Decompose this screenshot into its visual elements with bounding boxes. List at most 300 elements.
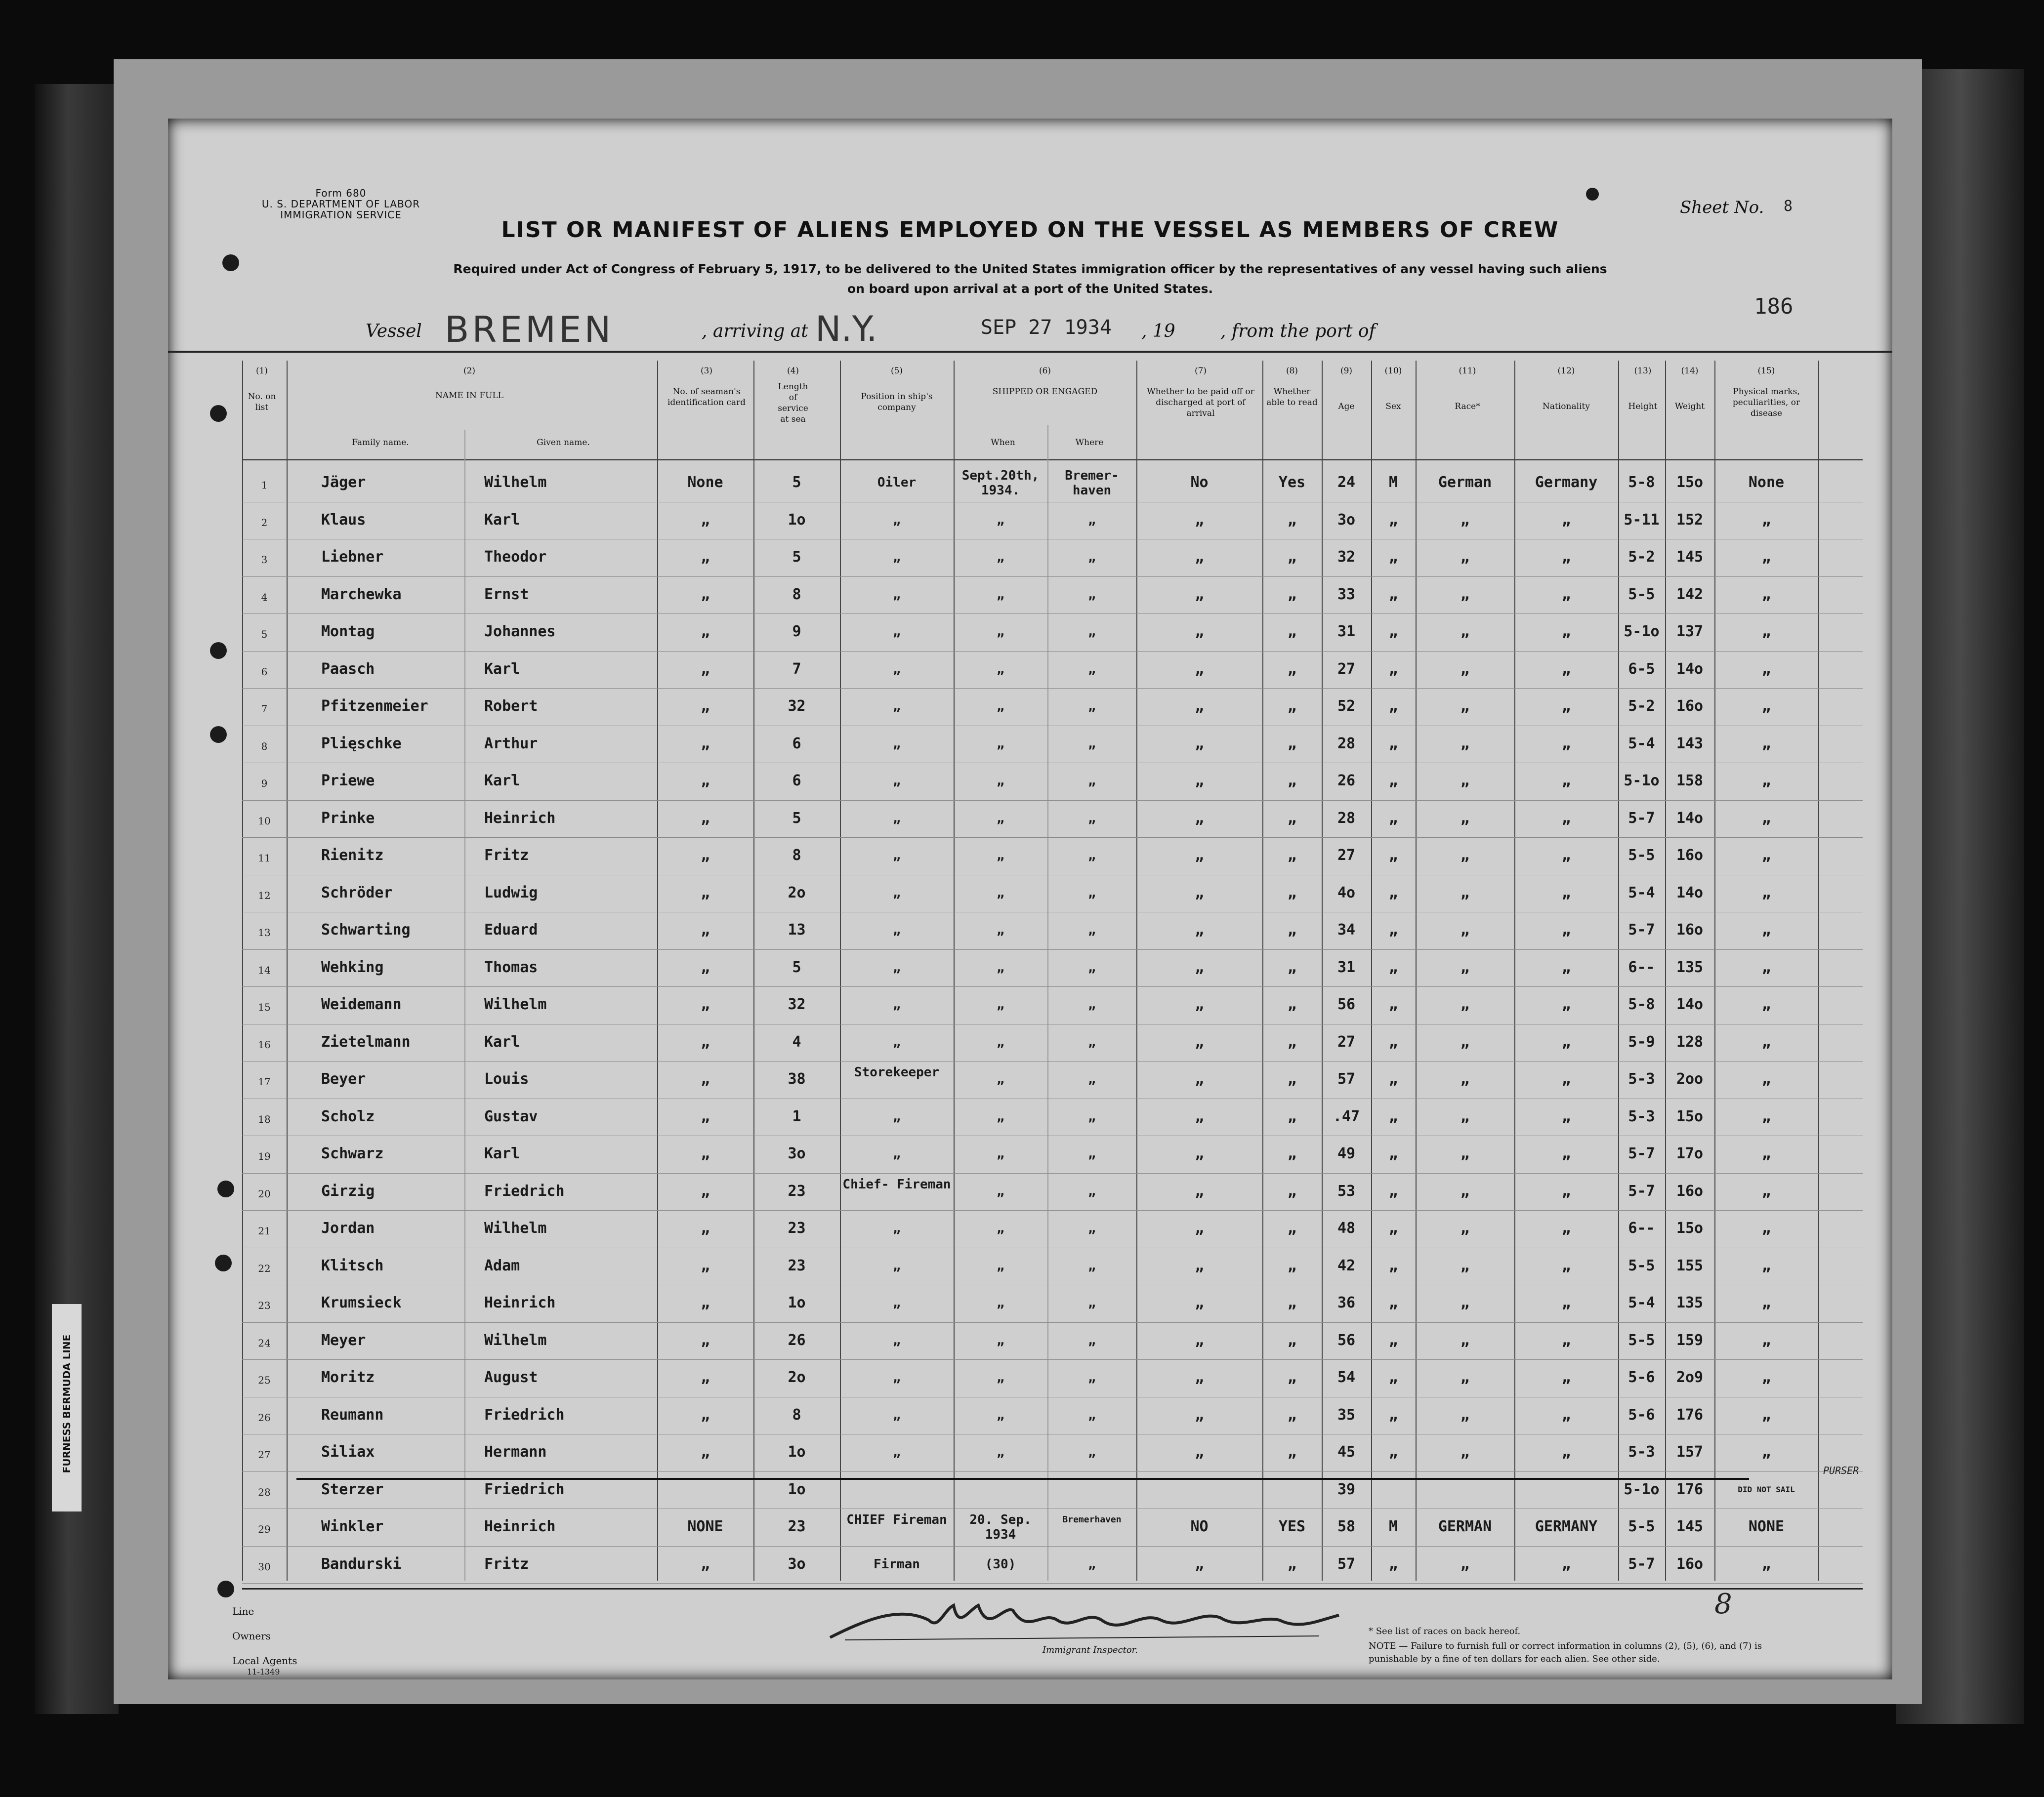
side-stamp — [52, 1304, 82, 1511]
cell-height: 5-5 — [1628, 1518, 1655, 1535]
cell-family: Liebner — [321, 548, 384, 566]
cell-race: „ — [1460, 1070, 1470, 1088]
note-label: NOTE — [1369, 1641, 1396, 1651]
cell-card: „ — [701, 1033, 710, 1051]
cell-when: „ — [997, 1445, 1004, 1460]
cell-marks: „ — [1761, 697, 1771, 715]
cell-race: „ — [1460, 1294, 1470, 1311]
cell-given: Wilhelm — [484, 996, 547, 1013]
cell-paid: „ — [1195, 809, 1204, 827]
cell-sex: „ — [1388, 1220, 1398, 1237]
note-text: — Failure to furnish full or correct information in columns (2), (5), (6), and (7) is punishable by a fine of ten dollars for each alien. See other side. — [1369, 1641, 1762, 1664]
cell-card: „ — [701, 1257, 710, 1274]
cell-height: 5-7 — [1628, 809, 1655, 827]
cell-when: „ — [997, 624, 1004, 639]
cell-sex: „ — [1388, 1443, 1398, 1461]
row-divider — [242, 1322, 1863, 1323]
manifest-page — [168, 119, 1892, 1679]
cell-age: 28 — [1337, 735, 1356, 752]
cell-card: „ — [701, 996, 710, 1013]
cell-marks: „ — [1761, 1070, 1771, 1088]
cell-weight: 135 — [1676, 958, 1704, 976]
col-11-header: (11) Race* — [1455, 366, 1480, 411]
cell-race: „ — [1460, 1145, 1470, 1162]
cell-when: „ — [997, 923, 1004, 938]
given-name-header: Given name. — [537, 438, 590, 448]
cell-service: 1o — [788, 511, 806, 529]
cell-nat: „ — [1561, 1555, 1571, 1573]
col-5-header: (5) Position in ship's company — [861, 366, 933, 412]
cell-race: „ — [1460, 1369, 1470, 1386]
cell-position: „ — [893, 512, 901, 528]
cell-given: Robert — [484, 697, 538, 715]
cell-sex: „ — [1388, 1555, 1398, 1573]
manifest-subtitle-2: on board upon arrival at a port of the United States. — [847, 282, 1213, 296]
cell-nat: „ — [1561, 809, 1571, 827]
cell-when: „ — [997, 1072, 1004, 1087]
cell-read: „ — [1287, 585, 1297, 603]
cell-weight: 176 — [1676, 1406, 1704, 1424]
cell-where: Bremer- haven — [1065, 468, 1119, 498]
cell-nat: „ — [1561, 1331, 1571, 1349]
cell-position: „ — [893, 923, 901, 938]
cell-position: „ — [893, 960, 901, 975]
cell-paid: „ — [1195, 1182, 1204, 1200]
cell-position: Oiler — [877, 475, 917, 490]
manifest-title: LIST OR MANIFEST OF ALIENS EMPLOYED ON THE VESSEL AS MEMBERS OF CREW — [501, 217, 1559, 243]
cell-nat: „ — [1561, 958, 1571, 976]
cell-paid: „ — [1195, 1294, 1204, 1311]
cell-paid: „ — [1195, 1555, 1204, 1573]
cell-where: „ — [1088, 1072, 1096, 1087]
cell-weight: 14o — [1676, 809, 1704, 827]
cell-service: 1 — [792, 1107, 801, 1125]
grid-line — [242, 361, 243, 1581]
cell-paid: „ — [1195, 996, 1204, 1013]
cell-nat: „ — [1561, 735, 1571, 752]
cell-sex: „ — [1388, 548, 1398, 566]
cell-marks: „ — [1761, 548, 1771, 566]
cell-race: „ — [1460, 1182, 1470, 1200]
manifest-subtitle-1: Required under Act of Congress of February 5, 1917, to be delivered to the United States immigration officer by the representatives of any vessel having such aliens — [453, 262, 1607, 276]
cell-height: 5-7 — [1628, 1555, 1655, 1573]
cell-given: Ernst — [484, 585, 529, 603]
cell-family: Rienitz — [321, 847, 384, 864]
col-2-header: (2) NAME IN FULL — [435, 366, 504, 401]
cell-race: „ — [1460, 921, 1470, 939]
cell-race: „ — [1460, 1033, 1470, 1051]
cell-card: „ — [701, 847, 710, 864]
cell-read: „ — [1287, 1443, 1297, 1461]
cell-marks: „ — [1761, 660, 1771, 678]
cell-height: 5-8 — [1628, 474, 1655, 491]
row-number: 6 — [261, 665, 268, 678]
cell-service: 13 — [788, 921, 806, 939]
cell-position: „ — [893, 624, 901, 639]
cell-given: Heinrich — [484, 809, 556, 827]
when-header: When — [991, 438, 1015, 448]
cell-sex: „ — [1388, 1294, 1398, 1311]
cell-marks: „ — [1761, 1107, 1771, 1125]
cell-height: 5-2 — [1628, 548, 1655, 566]
cell-age: 54 — [1337, 1369, 1356, 1386]
cell-card: „ — [701, 958, 710, 976]
row-number: 5 — [261, 628, 268, 640]
cell-card: „ — [701, 1443, 710, 1461]
cell-marks: „ — [1761, 847, 1771, 864]
cell-position: „ — [893, 587, 901, 602]
row-divider — [242, 837, 1863, 838]
cell-height: 5-11 — [1624, 511, 1660, 529]
arrival-port: N.Y. — [815, 309, 877, 349]
cell-age: 3o — [1337, 511, 1356, 529]
cell-weight: 155 — [1676, 1257, 1704, 1274]
cell-given: Johannes — [484, 623, 556, 640]
cell-service: 3o — [788, 1145, 806, 1162]
row-divider — [242, 651, 1863, 652]
cell-nat: „ — [1561, 697, 1571, 715]
row-divider — [242, 1546, 1863, 1547]
cell-height: 5-4 — [1628, 735, 1655, 752]
row-divider — [242, 688, 1863, 689]
cell-family: Sterzer — [321, 1480, 384, 1498]
cell-given: Fritz — [484, 1555, 529, 1573]
row-number: 11 — [258, 852, 271, 864]
cell-where: „ — [1088, 885, 1096, 900]
cell-where: „ — [1088, 1184, 1096, 1199]
cell-sex: „ — [1388, 623, 1398, 640]
cell-paid: „ — [1195, 921, 1204, 939]
row-number: 22 — [258, 1262, 271, 1274]
cell-where: „ — [1088, 1146, 1096, 1161]
cell-when: „ — [997, 550, 1004, 565]
cell-nat: „ — [1561, 921, 1571, 939]
inspector-label: Immigrant Inspector. — [1043, 1645, 1138, 1655]
cell-marks: „ — [1761, 585, 1771, 603]
cell-weight: 159 — [1676, 1331, 1704, 1349]
cell-read: YES — [1278, 1518, 1306, 1535]
cell-card: „ — [701, 1294, 710, 1311]
cell-weight: 135 — [1676, 1294, 1704, 1311]
cell-read: „ — [1287, 660, 1297, 678]
punch-hole — [217, 1181, 234, 1197]
row-number: 12 — [258, 889, 271, 901]
row-divider — [242, 949, 1863, 950]
cell-paid: „ — [1195, 1443, 1204, 1461]
cell-height: 5-6 — [1628, 1406, 1655, 1424]
cell-height: 5-5 — [1628, 1257, 1655, 1274]
cell-family: Moritz — [321, 1369, 375, 1386]
cell-read: „ — [1287, 1406, 1297, 1424]
cell-read: Yes — [1278, 474, 1306, 491]
cell-where: „ — [1088, 774, 1096, 788]
cell-weight: 176 — [1676, 1480, 1704, 1498]
cell-where: „ — [1088, 1407, 1096, 1423]
cell-position: Firman — [874, 1556, 920, 1572]
cell-when: „ — [997, 1333, 1004, 1348]
cell-when: „ — [997, 1258, 1004, 1273]
cell-weight: 14o — [1676, 996, 1704, 1013]
header-rule — [168, 351, 1892, 353]
cell-given: Karl — [484, 1145, 520, 1162]
cell-height: 6-5 — [1628, 660, 1655, 678]
cell-paid: No — [1190, 474, 1209, 491]
cell-marks: „ — [1761, 1443, 1771, 1461]
cell-sex: „ — [1388, 660, 1398, 678]
cell-service: 2o — [788, 884, 806, 901]
row-divider — [242, 1173, 1863, 1174]
cell-height: 5-1o — [1624, 1480, 1660, 1498]
cell-nat: „ — [1561, 1443, 1571, 1461]
inspector-signature — [825, 1591, 1369, 1650]
cell-age: 42 — [1337, 1257, 1356, 1274]
vessel-name: BREMEN — [445, 309, 614, 350]
cell-read: „ — [1287, 1070, 1297, 1088]
cell-read: „ — [1287, 1369, 1297, 1386]
cell-family: Siliax — [321, 1443, 375, 1461]
cell-paid: „ — [1195, 1257, 1204, 1274]
cell-race: „ — [1460, 585, 1470, 603]
cell-where: „ — [1088, 1296, 1096, 1310]
cell-card: „ — [701, 660, 710, 678]
cell-position: „ — [893, 1333, 901, 1348]
cell-nat: „ — [1561, 1369, 1571, 1386]
cell-service: 23 — [788, 1182, 806, 1200]
cell-marks: „ — [1761, 809, 1771, 827]
cell-when: „ — [997, 960, 1004, 975]
cell-when: „ — [997, 512, 1004, 528]
cell-age: 57 — [1337, 1070, 1356, 1088]
cell-when: Sept.20th, 1934. — [961, 468, 1040, 498]
cell-when: „ — [997, 699, 1004, 714]
row-divider — [242, 576, 1863, 577]
cell-marks: „ — [1761, 1257, 1771, 1274]
cell-age: 27 — [1337, 847, 1356, 864]
col-12-header: (12) Nationality — [1543, 366, 1590, 411]
cell-sex: „ — [1388, 958, 1398, 976]
cell-sex: „ — [1388, 772, 1398, 789]
cell-card: „ — [701, 511, 710, 529]
cell-where: „ — [1088, 550, 1096, 565]
cell-age: 45 — [1337, 1443, 1356, 1461]
cell-card: „ — [701, 1145, 710, 1162]
cell-when: (30) — [985, 1556, 1016, 1572]
row-number: 10 — [258, 815, 271, 827]
cell-weight: 15o — [1676, 1107, 1704, 1125]
cell-race: „ — [1460, 809, 1470, 827]
cell-service: 5 — [792, 809, 801, 827]
cell-card: „ — [701, 1107, 710, 1125]
cell-paid: „ — [1195, 1369, 1204, 1386]
cell-card: „ — [701, 884, 710, 901]
cell-height: 5-5 — [1628, 847, 1655, 864]
cell-service: 2o — [788, 1369, 806, 1386]
cell-card: „ — [701, 623, 710, 640]
cell-card: „ — [701, 697, 710, 715]
row-number: 15 — [258, 1001, 271, 1013]
cell-age: 31 — [1337, 623, 1356, 640]
cell-service: 8 — [792, 585, 801, 603]
side-stamp-text: FURNESS BERMUDA LINE — [61, 1334, 73, 1473]
cell-position: „ — [893, 1407, 901, 1423]
cell-nat: „ — [1561, 1107, 1571, 1125]
cell-read: „ — [1287, 1257, 1297, 1274]
cell-position: „ — [893, 1221, 901, 1236]
row-number: 20 — [258, 1187, 271, 1200]
cell-race: „ — [1460, 548, 1470, 566]
cell-sex: „ — [1388, 884, 1398, 901]
punch-hole — [210, 642, 227, 659]
cell-when: „ — [997, 848, 1004, 863]
page-number: 186 — [1754, 294, 1794, 319]
cell-paid: „ — [1195, 1070, 1204, 1088]
cell-marks: „ — [1761, 1220, 1771, 1237]
cell-height: 5-2 — [1628, 697, 1655, 715]
cell-read: „ — [1287, 1331, 1297, 1349]
cell-given: August — [484, 1369, 538, 1386]
cell-marks: „ — [1761, 1033, 1771, 1051]
row-number: 19 — [258, 1150, 271, 1162]
cell-sex: „ — [1388, 1070, 1398, 1088]
row-28-note: PURSER — [1823, 1465, 1859, 1476]
cell-weight: 142 — [1676, 585, 1704, 603]
cell-height: 5-7 — [1628, 1145, 1655, 1162]
cell-read: „ — [1287, 548, 1297, 566]
cell-position: „ — [893, 997, 901, 1012]
cell-family: Meyer — [321, 1331, 366, 1349]
cell-service: 23 — [788, 1257, 806, 1274]
cell-nat: „ — [1561, 660, 1571, 678]
cell-nat: „ — [1561, 1406, 1571, 1424]
cell-where: „ — [1088, 1445, 1096, 1460]
cell-given: Arthur — [484, 735, 538, 752]
cell-nat: „ — [1561, 585, 1571, 603]
cell-marks: None — [1748, 474, 1785, 491]
cell-position: „ — [893, 1034, 901, 1050]
cell-sex: „ — [1388, 847, 1398, 864]
cell-when: „ — [997, 885, 1004, 900]
cell-card: „ — [701, 1406, 710, 1424]
cell-card: „ — [701, 772, 710, 789]
cell-card: „ — [701, 1182, 710, 1200]
cell-marks: DID NOT SAIL — [1738, 1484, 1795, 1494]
cell-race: „ — [1460, 996, 1470, 1013]
sheet-mark: 8 — [1714, 1588, 1732, 1620]
cell-where: „ — [1088, 624, 1096, 639]
cell-nat: „ — [1561, 996, 1571, 1013]
form-number: Form 680 — [315, 187, 367, 199]
punch-hole — [217, 1581, 234, 1597]
cell-nat: „ — [1561, 772, 1571, 789]
cell-where: „ — [1088, 1258, 1096, 1273]
cell-family: Girzig — [321, 1182, 375, 1200]
cell-when: „ — [997, 661, 1004, 677]
cell-marks: „ — [1761, 1555, 1771, 1573]
cell-race: „ — [1460, 1257, 1470, 1274]
row-number: 7 — [261, 703, 268, 715]
cell-when: „ — [997, 1221, 1004, 1236]
col-8-header: (8) Whether able to read — [1266, 366, 1318, 408]
cell-age: 48 — [1337, 1220, 1356, 1237]
cell-marks: NONE — [1748, 1518, 1785, 1535]
cell-given: Fritz — [484, 847, 529, 864]
cell-weight: 16o — [1676, 847, 1704, 864]
form-dept: U. S. DEPARTMENT OF LABOR — [261, 198, 420, 210]
sheet-label: Sheet No. — [1680, 198, 1764, 217]
cell-family: Klaus — [321, 511, 366, 529]
cell-where: „ — [1088, 997, 1096, 1012]
cell-height: 5-7 — [1628, 1182, 1655, 1200]
cell-given: Heinrich — [484, 1294, 556, 1311]
cell-card: „ — [701, 1220, 710, 1237]
cell-paid: „ — [1195, 1107, 1204, 1125]
cell-sex: „ — [1388, 585, 1398, 603]
row-number: 13 — [258, 927, 271, 939]
cell-family: Marchewka — [321, 585, 402, 603]
cell-read: „ — [1287, 1033, 1297, 1051]
row-divider — [242, 1359, 1863, 1360]
cell-given: Theodor — [484, 548, 547, 566]
cell-nat: „ — [1561, 511, 1571, 529]
cell-card: „ — [701, 585, 710, 603]
col-15-header: (15) Physical marks, peculiarities, or disease — [1732, 366, 1800, 418]
punch-hole — [1586, 188, 1599, 201]
sheet-number: 8 — [1784, 198, 1793, 215]
row-number: 16 — [258, 1038, 271, 1051]
cell-card: „ — [701, 1331, 710, 1349]
cell-marks: „ — [1761, 1294, 1771, 1311]
cell-paid: „ — [1195, 697, 1204, 715]
cell-weight: 15o — [1676, 1220, 1704, 1237]
cell-read: „ — [1287, 1145, 1297, 1162]
cell-card: „ — [701, 809, 710, 827]
cell-position: „ — [893, 811, 901, 826]
cell-family: Montag — [321, 623, 375, 640]
cell-where: „ — [1088, 1034, 1096, 1050]
col-13-header: (13) Height — [1628, 366, 1658, 411]
col-4-header: (4) Length of service at sea — [778, 366, 808, 424]
cell-family: Scholz — [321, 1107, 375, 1125]
cell-given: Ludwig — [484, 884, 538, 901]
cell-sex: „ — [1388, 1033, 1398, 1051]
cell-family: Weidemann — [321, 996, 402, 1013]
cell-when: „ — [997, 811, 1004, 826]
cell-sex: „ — [1388, 921, 1398, 939]
cell-weight: 143 — [1676, 735, 1704, 752]
form-service: IMMIGRATION SERVICE — [280, 209, 402, 221]
cell-sex: „ — [1388, 1145, 1398, 1162]
arrival-date-stamp: SEP 27 1934 — [981, 316, 1112, 339]
cell-race: „ — [1460, 1107, 1470, 1125]
row-number: 4 — [261, 591, 268, 603]
cell-sex: M — [1388, 1518, 1398, 1535]
cell-family: Schwarz — [321, 1145, 384, 1162]
cell-sex: „ — [1388, 996, 1398, 1013]
punch-hole — [215, 1255, 232, 1271]
cell-service: 6 — [792, 772, 801, 789]
cell-marks: „ — [1761, 958, 1771, 976]
cell-race: „ — [1460, 1331, 1470, 1349]
cell-service: 9 — [792, 623, 801, 640]
cell-race: „ — [1460, 1220, 1470, 1237]
cell-race: „ — [1460, 511, 1470, 529]
header-bottom-rule — [242, 459, 1863, 460]
cell-age: 33 — [1337, 585, 1356, 603]
col-14-header: (14) Weight — [1674, 366, 1705, 411]
cell-nat: „ — [1561, 1294, 1571, 1311]
cell-paid: „ — [1195, 958, 1204, 976]
cell-given: Karl — [484, 772, 520, 789]
